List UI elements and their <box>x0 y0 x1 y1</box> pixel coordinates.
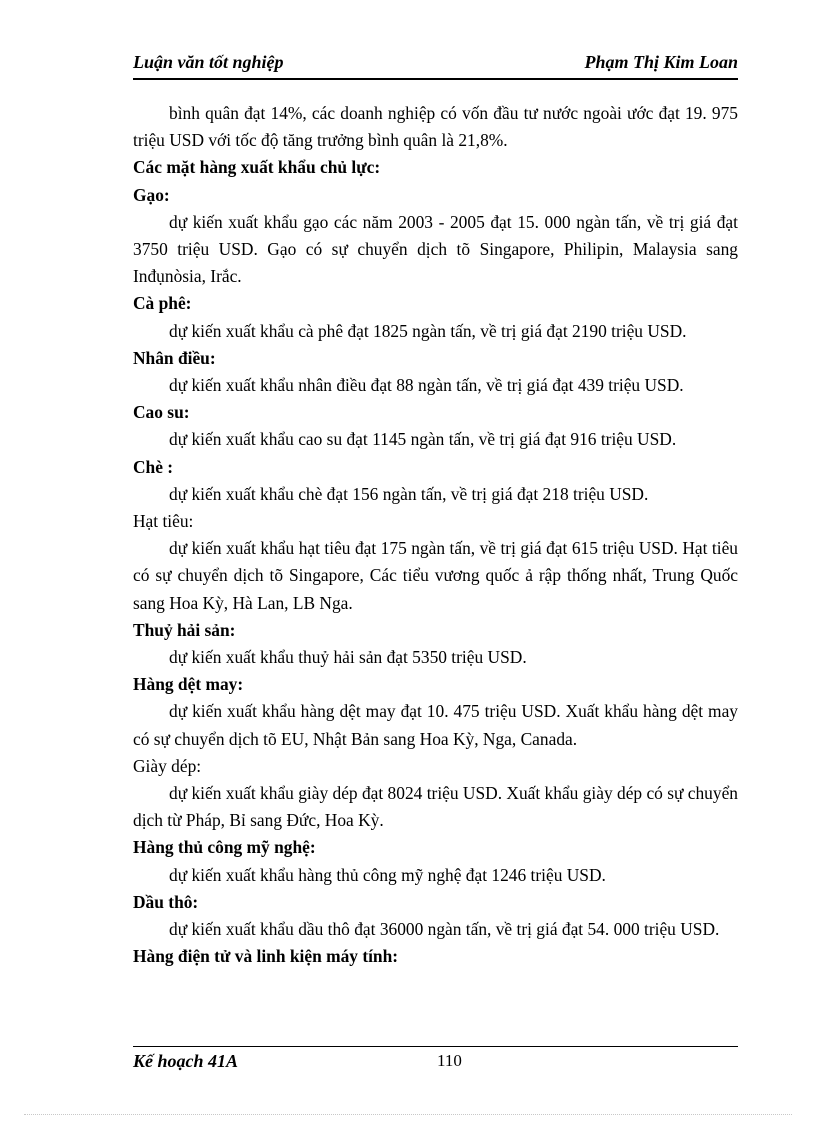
item-title-rice: Gạo: <box>133 184 170 205</box>
page-number: 110 <box>437 1051 462 1070</box>
item-title-electronics: Hàng điện tử và linh kiện máy tính: <box>133 946 399 967</box>
item-title-crude-oil: Dầu thô: <box>133 891 199 912</box>
page-footer <box>133 1046 738 1077</box>
item-text-handicrafts: dự kiến xuất khẩu hàng thủ công mỹ nghệ đạt 1246 triệu USD. <box>169 864 606 885</box>
item-title-handicrafts: Hàng thủ công mỹ nghệ: <box>133 837 316 858</box>
footer-class-label: Kế hoạch 41A <box>133 1051 239 1071</box>
item-text-rice: dự kiến xuất khẩu gạo các năm 2003 - 2005 đạt 15. 000 ngàn tấn, về trị giá đạt 3750 triệu USD. Gạo có sự chuyển dịch tõ Singapore, Philipin, Malaysia sang Inđụnòsia, Irắc. <box>133 211 738 287</box>
page-header <box>133 50 738 80</box>
item-text-footwear: dự kiến xuất khẩu giày dép đạt 8024 triệu USD. Xuất khẩu giày dép có sự chuyển dịch từ Pháp, Bỉ sang Đức, Hoa Kỳ. <box>133 783 738 831</box>
header-thesis-label: Luận văn tốt nghiệp <box>133 52 284 72</box>
item-text-crude-oil: dự kiến xuất khẩu dầu thô đạt 36000 ngàn tấn, về trị giá đạt 54. 000 triệu USD. <box>169 919 720 940</box>
paragraph-growth: bình quân đạt 14%, các doanh nghiệp có vốn đầu tư nước ngoài ước đạt 19. 975 triệu USD với tốc độ tăng trưởng bình quân là 21,8%. <box>133 103 738 151</box>
item-text-cashew: dự kiến xuất khẩu nhân điều đạt 88 ngàn tấn, về trị giá đạt 439 triệu USD. <box>169 375 684 396</box>
page-bottom-divider <box>24 1114 792 1115</box>
item-title-seafood: Thuỷ hải sản: <box>133 619 236 640</box>
item-title-pepper: Hạt tiêu: <box>133 511 194 532</box>
item-title-coffee: Cà phê: <box>133 293 192 314</box>
item-text-seafood: dự kiến xuất khẩu thuỷ hải sản đạt 5350 triệu USD. <box>169 647 527 668</box>
item-text-textiles: dự kiến xuất khẩu hàng dệt may đạt 10. 475 triệu USD. Xuất khẩu hàng dệt may có sự chuyển dịch tõ EU, Nhật Bản sang Hoa Kỳ, Nga, Canada. <box>133 701 738 749</box>
section-heading-main-exports: Các mặt hàng xuất khẩu chủ lực: <box>133 157 381 178</box>
header-author-name: Phạm Thị Kim Loan <box>584 52 738 72</box>
page-body <box>133 100 738 971</box>
item-text-rubber: dự kiến xuất khẩu cao su đạt 1145 ngàn tấn, về trị giá đạt 916 triệu USD. <box>169 429 677 450</box>
item-title-footwear: Giày dép: <box>133 755 202 776</box>
item-text-tea: dự kiến xuất khẩu chè đạt 156 ngàn tấn, về trị giá đạt 218 triệu USD. <box>169 483 649 504</box>
item-title-tea: Chè : <box>133 456 174 477</box>
item-text-pepper: dự kiến xuất khẩu hạt tiêu đạt 175 ngàn tấn, về trị giá đạt 615 triệu USD. Hạt tiêu có sự chuyển dịch tõ Singapore, Các tiểu vương quốc ả rập thống nhất, Trung Quốc sang Hoa Kỳ, Hà Lan, LB Nga. <box>133 538 738 613</box>
item-title-rubber: Cao su: <box>133 402 190 423</box>
item-title-textiles: Hàng dệt may: <box>133 674 244 695</box>
item-text-coffee: dự kiến xuất khẩu cà phê đạt 1825 ngàn tấn, về trị giá đạt 2190 triệu USD. <box>169 320 687 341</box>
item-title-cashew: Nhân điều: <box>133 347 216 368</box>
